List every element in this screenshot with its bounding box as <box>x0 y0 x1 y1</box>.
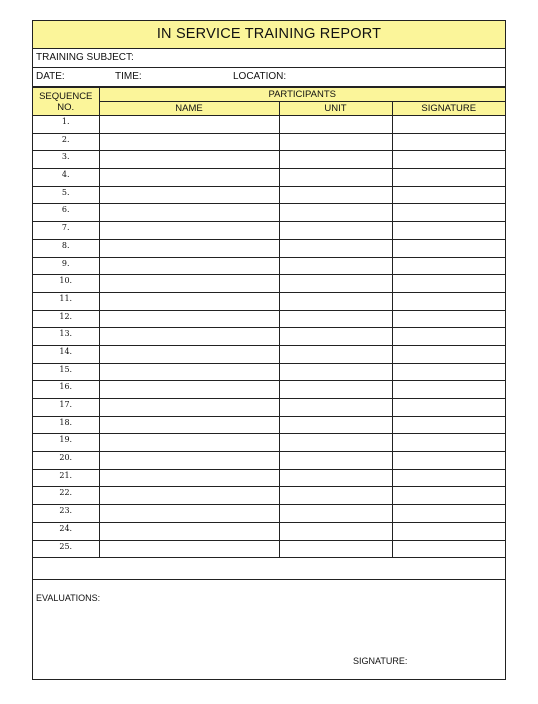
name-cell[interactable] <box>99 522 279 540</box>
training-subject-label: TRAINING SUBJECT: <box>36 52 134 63</box>
participants-table <box>33 87 505 558</box>
signature-cell[interactable] <box>392 151 505 169</box>
sequence-number: 10. <box>33 275 99 293</box>
column-header-unit: UNIT <box>279 102 392 116</box>
name-cell[interactable] <box>99 452 279 470</box>
signature-cell[interactable] <box>392 540 505 558</box>
signature-cell[interactable] <box>392 416 505 434</box>
sequence-number: 17. <box>33 399 99 417</box>
name-cell[interactable] <box>99 116 279 134</box>
unit-cell[interactable] <box>279 133 392 151</box>
unit-cell[interactable] <box>279 487 392 505</box>
table-row <box>33 522 505 540</box>
signature-cell[interactable] <box>392 222 505 240</box>
name-cell[interactable] <box>99 169 279 187</box>
table-row <box>33 363 505 381</box>
unit-cell[interactable] <box>279 522 392 540</box>
name-cell[interactable] <box>99 257 279 275</box>
table-row <box>33 222 505 240</box>
sequence-header <box>33 88 99 116</box>
sequence-number: 8. <box>33 239 99 257</box>
unit-cell[interactable] <box>279 116 392 134</box>
table-row <box>33 151 505 169</box>
table-row <box>33 416 505 434</box>
unit-cell[interactable] <box>279 381 392 399</box>
sequence-number: 7. <box>33 222 99 240</box>
sequence-number: 3. <box>33 151 99 169</box>
name-cell[interactable] <box>99 505 279 523</box>
name-cell[interactable] <box>99 151 279 169</box>
sequence-number: 5. <box>33 186 99 204</box>
table-row <box>33 116 505 134</box>
signature-cell[interactable] <box>392 257 505 275</box>
table-row <box>33 452 505 470</box>
signature-cell[interactable] <box>392 275 505 293</box>
signature-cell[interactable] <box>392 116 505 134</box>
signature-cell[interactable] <box>392 345 505 363</box>
signature-cell[interactable] <box>392 186 505 204</box>
date-time-location-row <box>33 68 505 87</box>
table-row <box>33 469 505 487</box>
name-cell[interactable] <box>99 399 279 417</box>
name-cell[interactable] <box>99 222 279 240</box>
unit-cell[interactable] <box>279 540 392 558</box>
unit-cell[interactable] <box>279 239 392 257</box>
sequence-number: 15. <box>33 363 99 381</box>
sequence-number: 12. <box>33 310 99 328</box>
sequence-number: 4. <box>33 169 99 187</box>
table-row <box>33 133 505 151</box>
signature-cell[interactable] <box>392 204 505 222</box>
table-row <box>33 540 505 558</box>
name-cell[interactable] <box>99 434 279 452</box>
column-header-name: NAME <box>99 102 279 116</box>
column-header-signature: SIGNATURE <box>392 102 505 116</box>
name-cell[interactable] <box>99 310 279 328</box>
sequence-number: 20. <box>33 452 99 470</box>
sequence-number: 13. <box>33 328 99 346</box>
name-cell[interactable] <box>99 540 279 558</box>
signature-cell[interactable] <box>392 363 505 381</box>
sequence-header-line2: NO. <box>57 101 75 113</box>
unit-cell[interactable] <box>279 204 392 222</box>
table-row <box>33 204 505 222</box>
table-row <box>33 239 505 257</box>
signature-cell[interactable] <box>392 381 505 399</box>
unit-cell[interactable] <box>279 275 392 293</box>
unit-cell[interactable] <box>279 222 392 240</box>
table-row <box>33 328 505 346</box>
table-row <box>33 399 505 417</box>
unit-cell[interactable] <box>279 328 392 346</box>
sequence-number: 18. <box>33 416 99 434</box>
signature-cell[interactable] <box>392 133 505 151</box>
table-row <box>33 310 505 328</box>
sequence-number: 14. <box>33 345 99 363</box>
table-row <box>33 345 505 363</box>
sequence-number: 11. <box>33 292 99 310</box>
unit-cell[interactable] <box>279 257 392 275</box>
signature-cell[interactable] <box>392 434 505 452</box>
signature-cell[interactable] <box>392 452 505 470</box>
unit-cell[interactable] <box>279 186 392 204</box>
signature-cell[interactable] <box>392 310 505 328</box>
time-label: TIME: <box>115 71 142 82</box>
location-label: LOCATION: <box>233 71 287 82</box>
participants-header: PARTICIPANTS <box>99 88 505 102</box>
report-title: IN SERVICE TRAINING REPORT <box>33 21 505 49</box>
sequence-number: 24. <box>33 522 99 540</box>
sequence-number: 9. <box>33 257 99 275</box>
evaluations-section <box>33 579 505 680</box>
name-cell[interactable] <box>99 487 279 505</box>
name-cell[interactable] <box>99 363 279 381</box>
name-cell[interactable] <box>99 275 279 293</box>
sequence-number: 21. <box>33 469 99 487</box>
table-row <box>33 275 505 293</box>
unit-cell[interactable] <box>279 505 392 523</box>
date-label: DATE: <box>36 71 65 82</box>
table-row <box>33 292 505 310</box>
signature-cell[interactable] <box>392 469 505 487</box>
name-cell[interactable] <box>99 239 279 257</box>
sequence-number: 16. <box>33 381 99 399</box>
name-cell[interactable] <box>99 381 279 399</box>
table-row <box>33 505 505 523</box>
name-cell[interactable] <box>99 186 279 204</box>
sequence-number: 1. <box>33 116 99 134</box>
sequence-number: 19. <box>33 434 99 452</box>
table-row <box>33 487 505 505</box>
unit-cell[interactable] <box>279 310 392 328</box>
name-cell[interactable] <box>99 345 279 363</box>
table-row <box>33 434 505 452</box>
sequence-number: 22. <box>33 487 99 505</box>
unit-cell[interactable] <box>279 399 392 417</box>
sequence-number: 23. <box>33 505 99 523</box>
unit-cell[interactable] <box>279 452 392 470</box>
signature-cell[interactable] <box>392 399 505 417</box>
table-row <box>33 381 505 399</box>
unit-cell[interactable] <box>279 363 392 381</box>
evaluations-label: EVALUATIONS: <box>36 593 101 603</box>
unit-cell[interactable] <box>279 434 392 452</box>
table-row <box>33 169 505 187</box>
training-subject-row <box>33 49 505 68</box>
table-row <box>33 186 505 204</box>
sequence-number: 6. <box>33 204 99 222</box>
name-cell[interactable] <box>99 469 279 487</box>
name-cell[interactable] <box>99 133 279 151</box>
signature-cell[interactable] <box>392 522 505 540</box>
name-cell[interactable] <box>99 292 279 310</box>
sequence-number: 2. <box>33 133 99 151</box>
unit-cell[interactable] <box>279 292 392 310</box>
signature-cell[interactable] <box>392 328 505 346</box>
unit-cell[interactable] <box>279 169 392 187</box>
signature-cell[interactable] <box>392 169 505 187</box>
sequence-header-line1: SEQUENCE <box>39 90 93 102</box>
signature-cell[interactable] <box>392 487 505 505</box>
unit-cell[interactable] <box>279 469 392 487</box>
name-cell[interactable] <box>99 204 279 222</box>
unit-cell[interactable] <box>279 416 392 434</box>
sequence-number: 25. <box>33 540 99 558</box>
report-sheet <box>32 20 506 680</box>
name-cell[interactable] <box>99 328 279 346</box>
signature-cell[interactable] <box>392 292 505 310</box>
signature-cell[interactable] <box>392 505 505 523</box>
signature-cell[interactable] <box>392 239 505 257</box>
unit-cell[interactable] <box>279 345 392 363</box>
name-cell[interactable] <box>99 416 279 434</box>
unit-cell[interactable] <box>279 151 392 169</box>
signature-label: SIGNATURE: <box>353 656 408 666</box>
table-row <box>33 257 505 275</box>
